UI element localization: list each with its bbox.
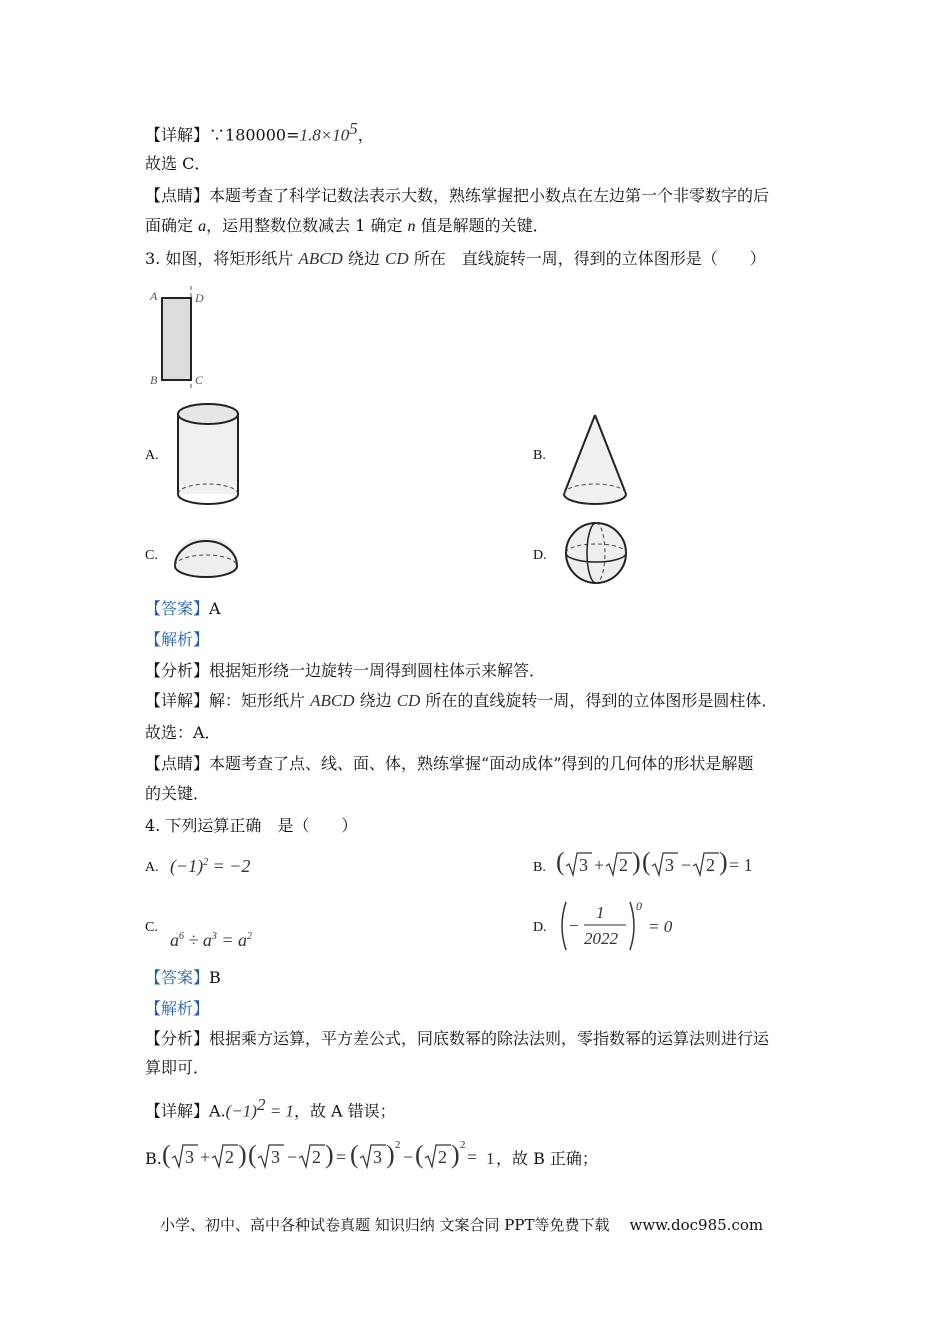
fraction-denominator: 2022 — [584, 929, 618, 948]
rectangle-figure — [145, 286, 215, 391]
analysis-line-3 — [145, 660, 545, 682]
sphere-figure — [563, 520, 629, 586]
detail-line-4b-prefix: B. — [145, 1149, 162, 1168]
analysis-tag-4: 【解析】 — [145, 999, 210, 1018]
svg-text:): ) — [719, 847, 728, 876]
expr-exp: 2 — [256, 1095, 266, 1114]
svg-text:(: ( — [556, 847, 565, 876]
rect-name: ABCD — [298, 249, 343, 268]
svg-text:−: − — [287, 1147, 298, 1167]
detail-tag: 【详解】 — [145, 691, 210, 710]
expr-exp: 3 — [211, 931, 217, 942]
detail-line-4b-end: ，故 B 正确； — [496, 1149, 598, 1168]
hemisphere-figure — [170, 538, 242, 586]
hemisphere-body — [175, 538, 237, 577]
answer-tag: 【答案】 — [145, 968, 210, 987]
rect-name: ABCD — [310, 691, 355, 710]
option-b-label: B. — [533, 448, 546, 463]
expr-mid: ÷ a — [184, 930, 212, 950]
analysis-line-4a — [145, 1028, 769, 1050]
svg-text:): ) — [451, 1140, 460, 1169]
option-d-label: D. — [533, 548, 547, 563]
svg-text:=: = — [336, 1147, 347, 1167]
detail-line-4a — [145, 1094, 396, 1122]
q4-option-b-expr — [556, 846, 756, 882]
analysis-label: 【分析】 — [145, 1029, 210, 1048]
cylinder-bottom-front — [178, 494, 238, 504]
text-segment: ，故 A 错误； — [293, 1101, 396, 1121]
text-segment: 绕边 — [342, 249, 386, 268]
answer-line-3 — [145, 598, 221, 620]
svg-text:2: 2 — [706, 855, 715, 875]
analysis-text: 根据乘方运算，平方差公式，同底数幂的除法法则，零指数幂的运算法则进行运 — [209, 1029, 770, 1048]
detail-line-4b-expr — [162, 1138, 482, 1174]
cone-figure — [560, 412, 630, 508]
text-segment: 绕边 — [354, 691, 397, 710]
choose-c-line: 故选 C． — [145, 154, 211, 173]
svg-text:+: + — [594, 855, 605, 875]
edge-name: CD — [385, 249, 409, 268]
label-c: C — [195, 373, 204, 387]
option-a-label: A. — [145, 448, 159, 463]
fraction-numerator: 1 — [596, 903, 605, 922]
comment-text: 本题考查了科学记数法表示大数，熟练掌握把小数点在左边第一个非零数字的后 — [209, 186, 770, 205]
svg-text:): ) — [325, 1140, 334, 1169]
svg-text:): ) — [238, 1140, 247, 1169]
svg-text:2: 2 — [438, 1147, 447, 1167]
svg-text:−: − — [569, 916, 579, 935]
expr-base: a — [170, 930, 179, 950]
answer-line-4 — [145, 967, 221, 989]
text-segment: 所在的直线旋转一周，得到的立体图形是圆柱体． — [420, 691, 778, 710]
detail-line-q2 — [145, 118, 374, 146]
var-a: a — [198, 218, 207, 235]
svg-text:(: ( — [415, 1140, 424, 1169]
footer-text: 小学、初中、高中各种试卷真题 知识归纳 文案合同 PPT等免费下载 — [160, 1216, 610, 1234]
cone-body — [564, 415, 626, 504]
label-a: A — [150, 289, 158, 303]
q4-option-d-label: D. — [533, 920, 547, 935]
svg-text:=: = — [467, 1147, 478, 1167]
var-n: n — [407, 218, 416, 235]
text-segment: A. — [209, 1101, 226, 1121]
svg-text:−: − — [681, 855, 692, 875]
svg-text:3: 3 — [185, 1147, 194, 1167]
sphere-outline — [566, 523, 626, 583]
expr-exp: 2 — [247, 931, 253, 942]
question-4: 4. 下列运算正确 是（ ） — [145, 816, 358, 835]
q4-option-a-expr — [170, 856, 250, 877]
svg-text:2: 2 — [395, 1139, 401, 1151]
svg-text:3: 3 — [579, 855, 588, 875]
svg-text:): ) — [632, 847, 641, 876]
expr-exp: 2 — [203, 857, 209, 868]
text-segment: 值是解题的关键． — [415, 216, 549, 235]
comment-line-3b: 的关键． — [145, 784, 210, 803]
edge-name: CD — [396, 691, 421, 710]
expr-rhs: = −2 — [208, 856, 251, 876]
comment-tag: 【点睛】 — [145, 186, 210, 205]
text-segment: ，运用整数位数减去 1 确定 — [206, 216, 408, 235]
expr-base: (−1) — [225, 1101, 257, 1121]
comment-line-2 — [145, 215, 549, 238]
q4-option-a-label: A. — [145, 860, 159, 875]
comment-text: 本题考查了点、线、面、体，熟练掌握“面动成体”得到的几何体的形状是解题 — [209, 754, 754, 773]
label-b: B — [150, 373, 158, 387]
cylinder-figure — [172, 402, 244, 508]
expr-base: (−1) — [170, 856, 204, 876]
svg-text:2: 2 — [225, 1147, 234, 1167]
svg-text:−: − — [403, 1147, 414, 1167]
detail-tag: 【详解】 — [145, 1101, 210, 1121]
text-segment: 解：矩形纸片 — [209, 691, 311, 710]
svg-text:3: 3 — [665, 855, 674, 875]
text-segment: 3. 如图，将矩形纸片 — [145, 249, 299, 268]
expr-rhs: = 1 — [265, 1101, 294, 1121]
q4-option-d-expr — [556, 896, 686, 956]
svg-text:(: ( — [642, 847, 651, 876]
svg-text:+: + — [200, 1147, 211, 1167]
analysis-text: 根据矩形绕一边旋转一周得到圆柱体示来解答． — [209, 661, 546, 680]
svg-text:(: ( — [248, 1140, 257, 1169]
q4-option-c-label: C. — [145, 920, 158, 935]
svg-text:= 1: = 1 — [729, 855, 753, 875]
label-d: D — [195, 291, 204, 305]
page-footer — [160, 1214, 763, 1235]
expr-mid: = a — [216, 930, 248, 950]
svg-text:3: 3 — [373, 1147, 382, 1167]
svg-text:(: ( — [350, 1140, 359, 1169]
detail-line-4b-one: 1 — [486, 1149, 495, 1168]
comment-line-1 — [145, 185, 769, 207]
sci-notation: 1.8×10 — [299, 125, 350, 145]
detail-tag: 【详解】 — [145, 125, 210, 145]
analysis-line-4b: 算即可． — [145, 1058, 210, 1077]
expr-exp: 6 — [179, 931, 184, 942]
analysis-tag-3: 【解析】 — [145, 630, 210, 649]
question-3 — [145, 248, 766, 270]
svg-text:2: 2 — [460, 1139, 466, 1151]
q4-option-c-expr — [170, 930, 252, 951]
answer-tag: 【答案】 — [145, 599, 210, 618]
sci-exponent: 5 — [349, 119, 358, 138]
cylinder-top — [178, 404, 238, 424]
choose-line-3: 故选：A． — [145, 723, 221, 742]
expr-exp: 0 — [636, 899, 642, 913]
svg-text:2: 2 — [312, 1147, 321, 1167]
svg-text:): ) — [386, 1140, 395, 1169]
text-segment: 所在 直线旋转一周，得到的立体图形是（ ） — [408, 249, 766, 268]
answer-value: B — [209, 968, 221, 987]
svg-text:3: 3 — [271, 1147, 280, 1167]
detail-text: ∵180000= — [209, 125, 300, 145]
comment-tag: 【点睛】 — [145, 754, 210, 773]
cylinder-body — [178, 414, 238, 494]
analysis-label: 【分析】 — [145, 661, 210, 680]
answer-value: A — [209, 599, 221, 618]
comma: ， — [357, 125, 374, 145]
footer-url[interactable]: www.doc985.com — [629, 1216, 764, 1234]
option-c-label: C. — [145, 548, 158, 563]
svg-text:(: ( — [162, 1140, 171, 1169]
text-segment: 面确定 — [145, 216, 199, 235]
detail-line-3 — [145, 690, 777, 712]
q4-option-b-label: B. — [533, 860, 546, 875]
comment-line-3a — [145, 753, 753, 775]
expr-rhs: = 0 — [648, 917, 673, 936]
rectangle-abcd — [162, 298, 191, 380]
svg-text:2: 2 — [619, 855, 628, 875]
